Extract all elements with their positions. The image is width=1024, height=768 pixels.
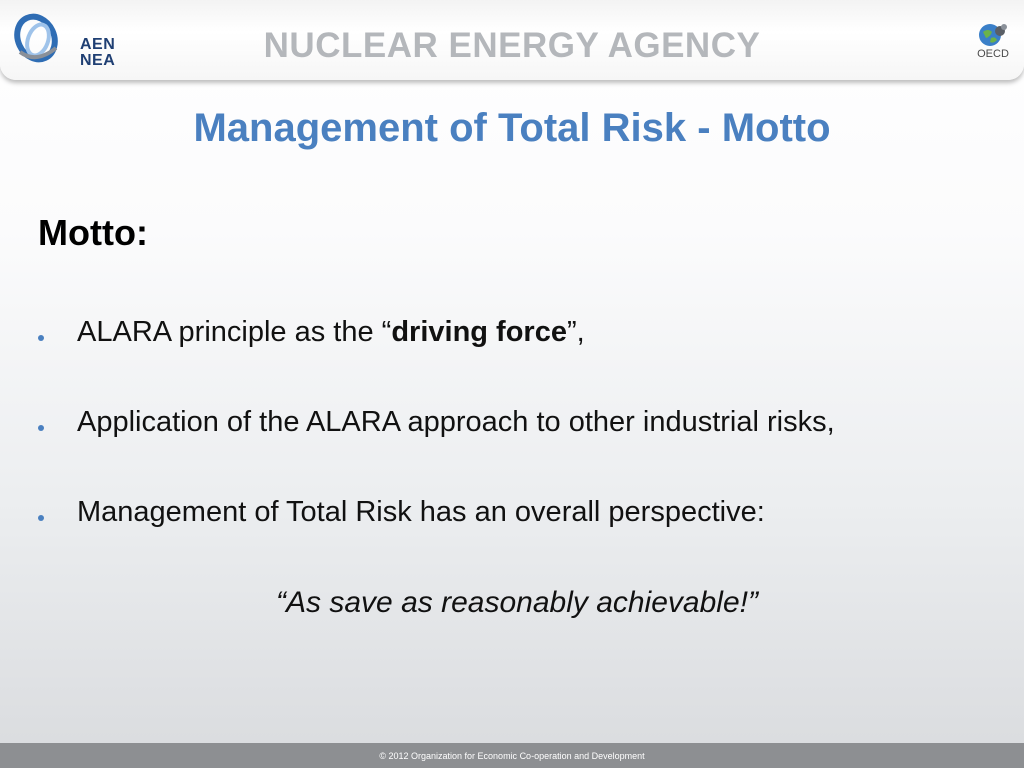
motto-heading: Motto:: [38, 212, 148, 253]
header-bar: [0, 0, 1024, 80]
bullet-1-bold: driving force: [391, 316, 567, 348]
nea-logo-line1: AEN: [80, 36, 116, 53]
slide-title: Management of Total Risk - Motto: [193, 106, 831, 150]
footer-bar: [0, 743, 1024, 768]
agency-title: NUCLEAR ENERGY AGENCY: [263, 26, 761, 65]
motto-quote: “As save as reasonably achievable!”: [276, 586, 758, 619]
bullet-text-2: Application of the ALARA approach to other industrial risks,: [77, 406, 835, 438]
oecd-logo: [972, 22, 1014, 64]
bullet-dot-icon: [38, 335, 44, 341]
footer-copyright: © 2012 Organization for Economic Co-operation and Development: [379, 751, 645, 761]
nea-logo-line2: NEA: [80, 52, 116, 69]
bullet-1-after: ”,: [566, 316, 585, 348]
bullet-text-3: Management of Total Risk has an overall perspective:: [77, 496, 765, 528]
oecd-globe-icon: [978, 22, 1008, 48]
bullet-1-before: ALARA principle as the “: [77, 316, 392, 348]
bullet-dot-icon: [38, 425, 44, 431]
oecd-logo-text: OECD: [977, 48, 1009, 60]
bullet-text-1: [77, 316, 585, 349]
bullet-dot-icon: [38, 515, 44, 521]
